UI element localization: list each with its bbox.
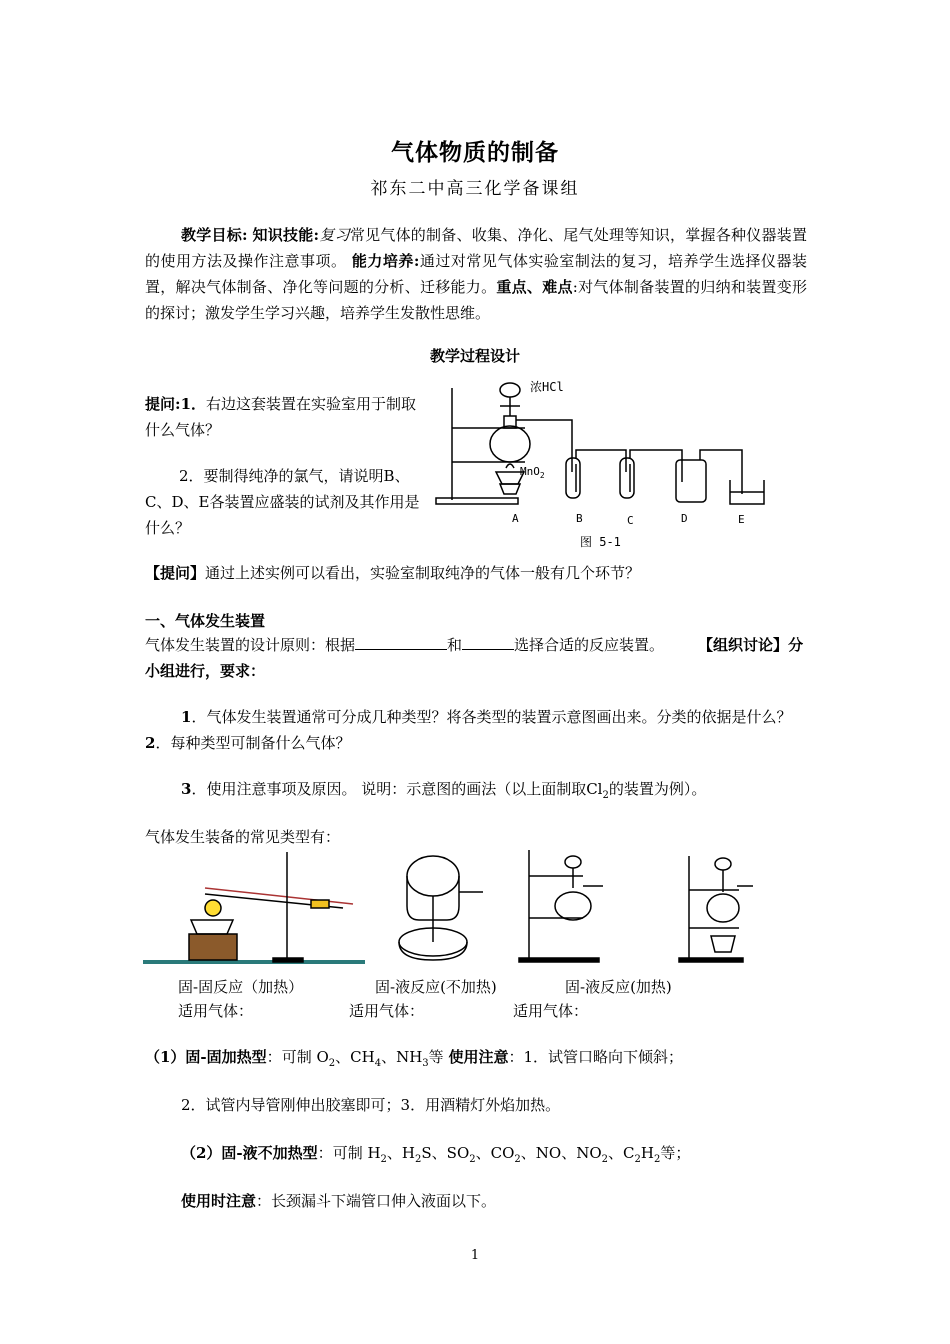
formula-text: 、H [386,1144,416,1162]
hcl-label: 浓HCl [530,380,564,394]
colon: : [413,252,420,270]
subscript: 2 [380,1154,387,1165]
type-2-gas: 适用气体： [349,1002,425,1020]
colon: ： [317,1144,333,1162]
subscript: 2 [514,1154,521,1165]
principle-text: 气体发生装置的设计原则：根据 [145,636,356,654]
page-number: 1 [470,1248,480,1263]
question-text: 右边这套装置在实验室用于制取什么气体？ [145,395,417,439]
question-1 [145,391,421,443]
apparatus-types-figure [143,846,783,970]
subscript: 2 [601,1154,609,1165]
note-label: 使用注意 [448,1048,509,1066]
apparatus-letter: B [576,512,583,525]
subscript: 2 [328,1058,336,1069]
colon: : [175,395,181,413]
colon: : [313,226,320,244]
formula-text: H [640,1144,654,1162]
colon: : [572,278,578,296]
principle-text: 选择合适的反应装置。 [514,636,665,654]
subscript: 2 [469,1154,476,1165]
apparatus-letter: C [627,514,634,527]
mno2-text: MnO [520,465,540,478]
blank-2[interactable] [462,633,514,650]
type-3-gas: 适用气体： [513,1002,589,1020]
req-text: 的装置为例）。 [608,780,707,798]
subscript: 2 [634,1154,641,1165]
page-subtitle: 祁东二中高三化学备课组 [370,179,580,199]
apparatus-letter: A [512,512,519,525]
subscript: 4 [374,1058,382,1069]
ability-label: 能力培养 [351,252,414,270]
figure-caption: 图 5-1 [580,535,621,549]
type-3-name: 固-液反应(加热) [565,978,672,996]
item-2 [181,1140,690,1173]
page-title: 气体物质的制备 [391,139,559,166]
type-1-name: 固-固反应（加热） [178,978,304,996]
subscript: 2 [415,1154,422,1165]
item-label: 使用时注意 [181,1192,257,1210]
req-number: 3 [181,780,192,798]
objectives-text-1: 常见气体的制备、收集、净化、尾气处理等知识，掌握各种仪器装置的使用方法及操作注意事项。 [145,226,807,270]
question-2 [145,463,421,541]
colon: : [241,226,248,244]
objectives-paragraph [145,222,807,326]
formula-text: 可制 H [332,1144,381,1162]
question-text: 要制得纯净的氯气，请说明B、C、D、E各装置应盛装的试剂及其作用是什么？ [145,467,420,537]
discussion-text: 分小组进行，要求： [145,636,804,680]
req-number: 1 [181,708,192,726]
subscript: 2 [602,790,609,801]
mno2-subscript: 2 [539,471,545,480]
item-1-line-2: 2．试管内导管刚伸出胶塞即可；3．用酒精灯外焰加热。 [181,1096,561,1114]
subscript: 2 [653,1154,661,1165]
item-label: （1）固-固加热型 [145,1048,267,1066]
note-text: ：1．试管口略向下倾斜； [508,1048,684,1066]
process-heading: 教学过程设计 [429,347,520,365]
common-types-intro: 气体发生装备的常见类型有： [145,828,341,846]
formula-text: 可制 O [281,1048,329,1066]
formula-text: 、CH [335,1048,375,1066]
req-text: ．气体发生装置通常可分成几种类型？将各类型的装置示意图画出来。分类的依据是什么？ [191,708,792,726]
type-2-name: 固-液反应(不加热) [375,978,497,996]
formula-text: S、SO [421,1144,470,1162]
and-text: 和 [447,636,463,654]
question-label: 提问 [145,395,176,413]
item-1 [145,1044,683,1077]
chlorine-apparatus-figure [430,372,780,550]
design-principle [145,632,807,684]
req-text: ．每种类型可制备什么气体？ [155,734,351,752]
question-number: 1． [180,395,206,413]
keypoints-label: 重点、难点 [496,278,573,296]
question-text: 通过上述实例可以看出，实验室制取纯净的气体一般有几个环节？ [205,564,641,582]
colon: ： [266,1048,282,1066]
blank-1[interactable] [355,633,447,650]
mno2-label [520,465,545,480]
colon: ： [256,1192,272,1210]
objectives-text-2: 通过对常见气体实验室制法的复习，培养学生选择仪器装置，解决气体制备、净化等问题的分析、迁移能力。 [145,252,807,296]
item-text: 长颈漏斗下端管口伸入液面以下。 [271,1192,497,1210]
objectives-label: 教学目标 [181,226,242,244]
apparatus-letter: E [738,513,745,526]
formula-text: 、CO [475,1144,515,1162]
question-number: 2． [179,467,204,485]
type-1-gas: 适用气体： [178,1002,254,1020]
knowledge-label: 知识技能 [252,226,314,244]
formula-text: 等 [428,1048,444,1066]
formula-text: 、C [608,1144,635,1162]
requirement-3 [181,776,706,809]
item-3 [181,1188,496,1214]
requirement-1-2 [145,704,807,756]
discussion-label: 【组织讨论】 [698,636,789,654]
question-3 [145,560,640,586]
formula-text: 等； [660,1144,691,1162]
req-text: ．使用注意事项及原因。 说明：示意图的画法（以上面制取Cl [191,780,603,798]
req-number: 2 [145,734,156,752]
section-heading: 一、气体发生装置 [145,612,266,630]
formula-text: 、NO、NO [520,1144,602,1162]
question-label: 【提问】 [145,564,206,582]
item-label: （2）固-液不加热型 [181,1144,318,1162]
apparatus-letter: D [681,512,688,525]
review-word: 复习 [319,226,350,244]
subscript: 3 [422,1058,429,1069]
objectives-text-3: 对气体制备装置的归纳和装置变形的探讨；激发学生学习兴趣，培养学生发散性思维。 [145,278,807,322]
formula-text: 、NH [381,1048,423,1066]
